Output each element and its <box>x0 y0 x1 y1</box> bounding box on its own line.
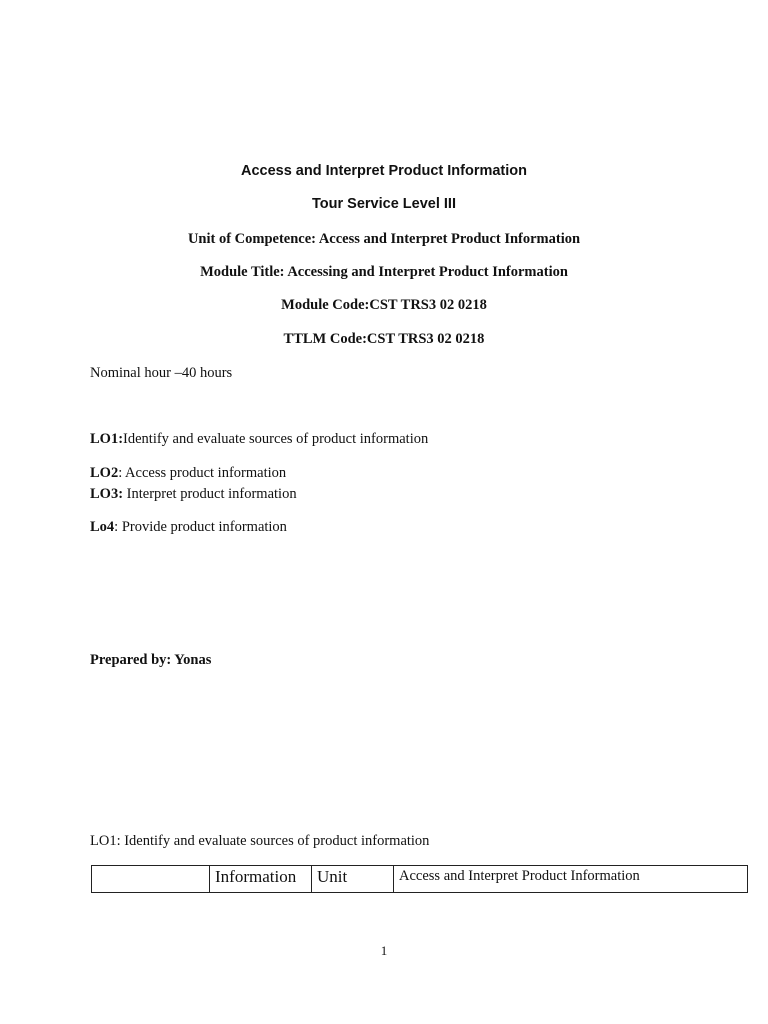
table-cell: Unit <box>312 866 394 893</box>
module-title: Module Title: Accessing and Interpret Product Information <box>200 264 568 280</box>
table-row <box>92 866 748 893</box>
module-code: Module Code:CST TRS3 02 0218 <box>281 297 487 313</box>
page-number: 1 <box>380 943 388 958</box>
learning-outcome-2 <box>90 465 286 482</box>
table-cell: Information <box>210 866 312 893</box>
table-cell: Access and Interpret Product Information <box>394 866 748 893</box>
outcome-text: Interpret product information <box>123 486 297 502</box>
outcome-text: Identify and evaluate sources of product information <box>123 431 429 447</box>
prepared-by: Prepared by: Yonas <box>90 652 212 668</box>
level-title: Tour Service Level III <box>312 196 456 212</box>
learning-outcome-4 <box>90 519 287 536</box>
learning-outcome-3 <box>90 486 297 503</box>
outcome-code: LO3: <box>90 486 124 502</box>
table-cell <box>92 866 210 893</box>
learning-outcome-1 <box>90 431 428 448</box>
outcome-code: Lo4 <box>90 519 115 535</box>
ttlm-code: TTLM Code:CST TRS3 02 0218 <box>283 331 485 347</box>
outcome-code: LO1: <box>90 431 124 447</box>
section-heading: LO1: Identify and evaluate sources of product information <box>90 833 430 849</box>
outcome-code: LO2 <box>90 465 119 481</box>
document-title: Access and Interpret Product Information <box>240 163 528 179</box>
unit-of-competence: Unit of Competence: Access and Interpret Product Information <box>187 231 581 247</box>
nominal-hour: Nominal hour –40 hours <box>90 365 233 381</box>
outcome-text: : Provide product information <box>114 519 287 535</box>
info-table <box>91 865 748 893</box>
outcome-text: : Access product information <box>118 465 287 481</box>
